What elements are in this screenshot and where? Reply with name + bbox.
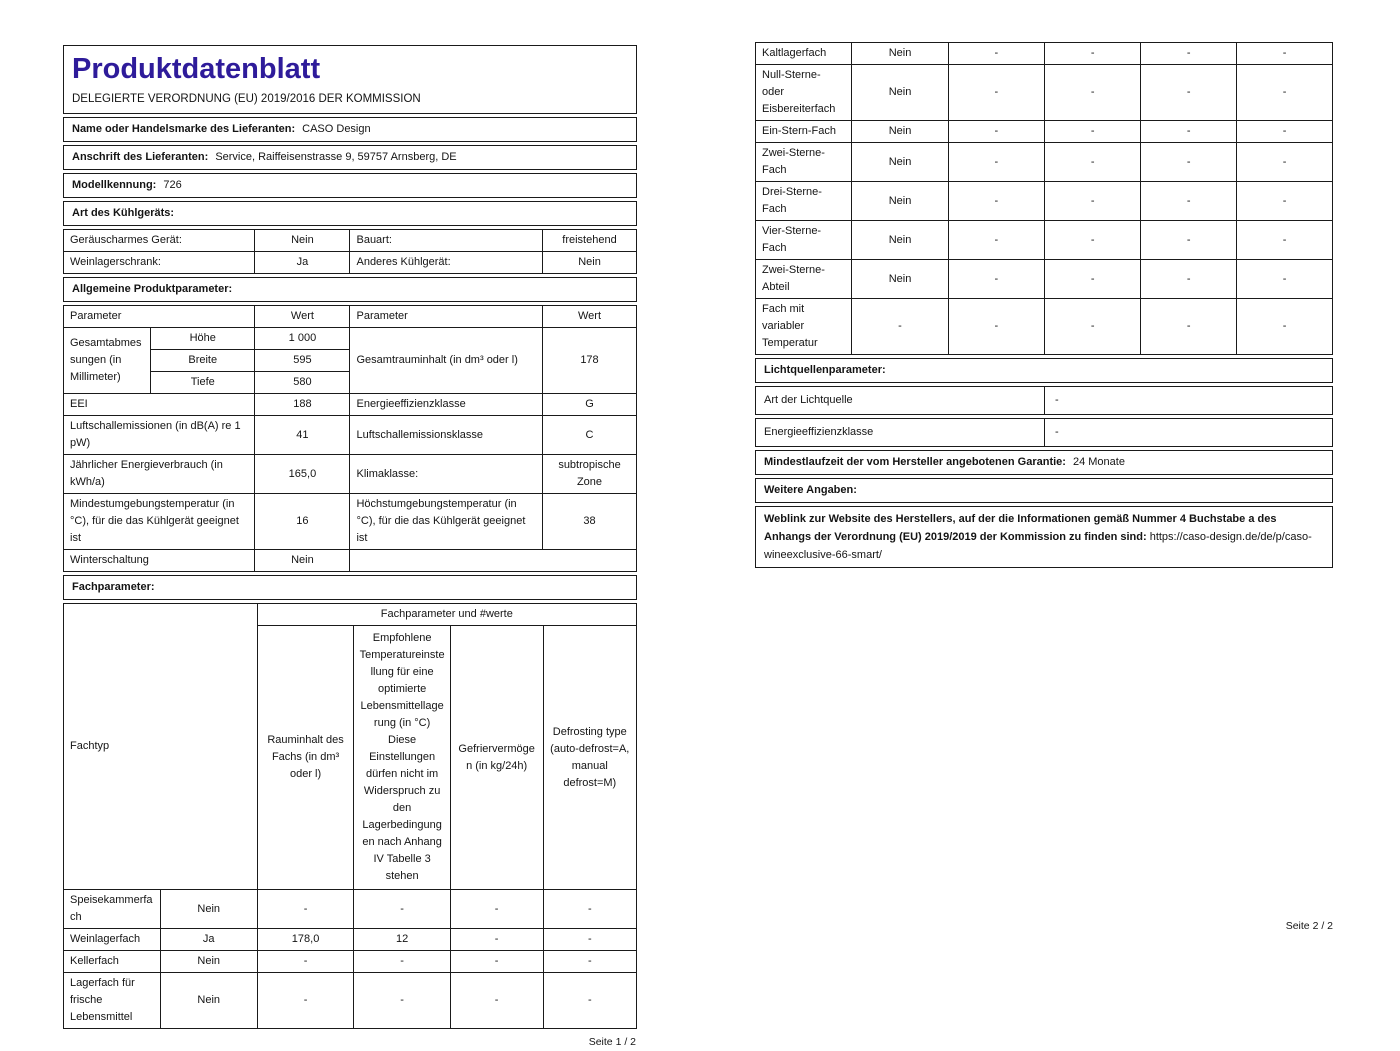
row-label: Null-Sterne- oder Eisbereiterfach bbox=[756, 65, 852, 121]
cell-value: - bbox=[257, 951, 354, 973]
column-header: Empfohlene Temperatureinstellung für eine optimierte Lebensmittellagerung (in °C) Diese Einstellungen dürfen nicht im Widerspruch zu den Lagerbedingungen nach Anhang IV Tabelle 3 stehen bbox=[354, 626, 450, 890]
cell-value: Nein bbox=[852, 121, 948, 143]
cell-value: 178 bbox=[543, 328, 637, 394]
weblink-label: Weblink zur Website des Herstellers, auf der die Informationen gemäß Nummer 4 Buchstabe a des Anhangs der Verordnung (EU) 2019/2019 der Kommission zu finden sind: bbox=[764, 513, 1277, 543]
row-label: Energieeffizienzklasse bbox=[350, 394, 543, 416]
cell-value: - bbox=[1141, 65, 1237, 121]
cell-value: - bbox=[948, 221, 1044, 260]
cell-value: - bbox=[1044, 419, 1332, 446]
cell-value: Nein bbox=[255, 230, 350, 252]
datasheet-page-1 bbox=[63, 45, 637, 1051]
cell-value: - bbox=[948, 65, 1044, 121]
row-label: Weinlagerschrank: bbox=[64, 252, 255, 274]
light-section-heading: Lichtquellenparameter: bbox=[755, 358, 1333, 383]
row-label: Weinlagerfach bbox=[64, 929, 161, 951]
cell-value: - bbox=[1237, 43, 1333, 65]
cell-value: - bbox=[450, 929, 543, 951]
row-label: Gesamtabmessungen (in Millimeter) bbox=[64, 328, 151, 394]
cell-value: - bbox=[1141, 221, 1237, 260]
dimension-label: Tiefe bbox=[151, 372, 255, 394]
additional-info-heading: Weitere Angaben: bbox=[755, 478, 1333, 503]
cell-value: - bbox=[543, 951, 636, 973]
cell-value: - bbox=[450, 973, 543, 1029]
cell-value: - bbox=[1141, 260, 1237, 299]
cell-value: 12 bbox=[354, 929, 450, 951]
type-section-heading: Art des Kühlgeräts: bbox=[63, 201, 637, 226]
row-label: Geräuscharmes Gerät: bbox=[64, 230, 255, 252]
cell-value: 188 bbox=[255, 394, 350, 416]
cell-value: - bbox=[354, 890, 450, 929]
cell-value: - bbox=[450, 951, 543, 973]
general-section-heading: Allgemeine Produktparameter: bbox=[63, 277, 637, 302]
model-id-row bbox=[63, 173, 637, 198]
table-row bbox=[756, 182, 1333, 221]
row-label: Jährlicher Energieverbrauch (in kWh/a) bbox=[64, 455, 255, 494]
cell-value: - bbox=[1237, 221, 1333, 260]
supplier-name-label: Name oder Handelsmarke des Lieferanten: bbox=[72, 123, 296, 135]
light-source-type-row bbox=[755, 386, 1333, 415]
table-row bbox=[756, 143, 1333, 182]
supplier-address-row bbox=[63, 145, 637, 170]
cell-value: G bbox=[543, 394, 637, 416]
row-label: Drei-Sterne-Fach bbox=[756, 182, 852, 221]
regulation-subtitle: DELEGIERTE VERORDNUNG (EU) 2019/2016 DER KOMMISSION bbox=[72, 93, 421, 105]
table-row bbox=[756, 43, 1333, 65]
cell-value: Ja bbox=[160, 929, 257, 951]
row-label: Klimaklasse: bbox=[350, 455, 543, 494]
group-header: Fachparameter und #werte bbox=[257, 604, 636, 626]
cell-value: - bbox=[1045, 299, 1141, 355]
cell-value: Nein bbox=[543, 252, 637, 274]
table-row bbox=[64, 494, 637, 550]
column-header: Rauminhalt des Fachs (in dm³ oder l) bbox=[257, 626, 354, 890]
title-block bbox=[63, 45, 637, 114]
cell-value: - bbox=[1045, 121, 1141, 143]
cell-value: - bbox=[257, 973, 354, 1029]
cell-value: - bbox=[543, 929, 636, 951]
cell-value: - bbox=[1045, 65, 1141, 121]
cell-value: subtropische Zone bbox=[543, 455, 637, 494]
cell-value: 165,0 bbox=[255, 455, 350, 494]
dimension-label: Breite bbox=[151, 350, 255, 372]
column-header: Parameter bbox=[350, 306, 543, 328]
supplier-address-value: Service, Raiffeisenstrasse 9, 59757 Arnsberg, DE bbox=[215, 151, 457, 163]
cell-value: C bbox=[543, 416, 637, 455]
weblink-row bbox=[755, 506, 1333, 568]
column-header: Gefriervermögen (in kg/24h) bbox=[450, 626, 543, 890]
light-efficiency-row bbox=[755, 418, 1333, 447]
cell-value: - bbox=[1237, 182, 1333, 221]
cell-value: 580 bbox=[255, 372, 350, 394]
cell-value: Nein bbox=[255, 550, 350, 572]
cell-value: Nein bbox=[852, 143, 948, 182]
cell-value: - bbox=[1045, 260, 1141, 299]
row-label: Mindestumgebungstemperatur (in °C), für die das Kühlgerät geeignet ist bbox=[64, 494, 255, 550]
cell-value: - bbox=[450, 890, 543, 929]
warranty-row bbox=[755, 450, 1333, 475]
row-label: Vier-Sterne-Fach bbox=[756, 221, 852, 260]
cell-value: freistehend bbox=[543, 230, 637, 252]
cell-value: - bbox=[948, 299, 1044, 355]
cell-value: - bbox=[948, 260, 1044, 299]
row-label: Zwei-Sterne-Fach bbox=[756, 143, 852, 182]
corner-header: Fachtyp bbox=[64, 604, 258, 890]
cell-value: - bbox=[1237, 65, 1333, 121]
table-row bbox=[64, 929, 637, 951]
cell-value: - bbox=[1141, 143, 1237, 182]
general-parameters-table bbox=[63, 305, 637, 572]
row-label: Energieeffizienzklasse bbox=[764, 426, 874, 438]
cell-value: Nein bbox=[852, 182, 948, 221]
row-label: Kellerfach bbox=[64, 951, 161, 973]
model-id-value: 726 bbox=[163, 179, 182, 191]
column-header: Defrosting type (auto-defrost=A, manual defrost=M) bbox=[543, 626, 636, 890]
type-table bbox=[63, 229, 637, 274]
cell-value: 16 bbox=[255, 494, 350, 550]
cell-value: - bbox=[1237, 121, 1333, 143]
cell-value: - bbox=[354, 973, 450, 1029]
cell-value: Nein bbox=[852, 260, 948, 299]
row-label: Bauart: bbox=[350, 230, 543, 252]
cell-value: 38 bbox=[543, 494, 637, 550]
table-row bbox=[64, 252, 637, 274]
cell-value: 41 bbox=[255, 416, 350, 455]
cell-value: 1 000 bbox=[255, 328, 350, 350]
table-row bbox=[64, 973, 637, 1029]
row-label: Kaltlagerfach bbox=[756, 43, 852, 65]
cell-value: - bbox=[354, 951, 450, 973]
warranty-value: 24 Monate bbox=[1072, 456, 1125, 468]
cell-value: - bbox=[543, 973, 636, 1029]
table-row bbox=[64, 890, 637, 929]
cell-value: - bbox=[948, 43, 1044, 65]
warranty-label: Mindestlaufzeit der vom Hersteller angebotenen Garantie: bbox=[764, 456, 1066, 468]
table-header-row bbox=[64, 604, 637, 626]
table-row bbox=[64, 394, 637, 416]
column-header: Wert bbox=[255, 306, 350, 328]
cell-value: - bbox=[1237, 299, 1333, 355]
cell-value: Nein bbox=[852, 43, 948, 65]
compartment-table bbox=[63, 603, 637, 1029]
table-row bbox=[756, 121, 1333, 143]
row-label: Fach mit variabler Temperatur bbox=[756, 299, 852, 355]
cell-value: - bbox=[1141, 182, 1237, 221]
cell-value: - bbox=[1045, 182, 1141, 221]
cell-value: - bbox=[948, 143, 1044, 182]
row-label: Lagerfach für frische Lebensmittel bbox=[64, 973, 161, 1029]
supplier-name-row bbox=[63, 117, 637, 142]
cell-value: - bbox=[852, 299, 948, 355]
table-header-row bbox=[64, 306, 637, 328]
compartment-section-heading: Fachparameter: bbox=[63, 575, 637, 600]
cell-value: Nein bbox=[160, 951, 257, 973]
page1-footer: Seite 1 / 2 bbox=[588, 1036, 636, 1048]
table-row bbox=[64, 328, 637, 350]
row-label: Gesamtrauminhalt (in dm³ oder l) bbox=[350, 328, 543, 394]
cell-value: - bbox=[1237, 260, 1333, 299]
cell-value: Nein bbox=[160, 890, 257, 929]
row-label: Art der Lichtquelle bbox=[764, 394, 853, 406]
row-label: Anderes Kühlgerät: bbox=[350, 252, 543, 274]
row-label: Winterschaltung bbox=[64, 550, 255, 572]
cell-value: Ja bbox=[255, 252, 350, 274]
cell-value: - bbox=[1141, 43, 1237, 65]
supplier-name-value: CASO Design bbox=[302, 123, 371, 135]
cell-value: 595 bbox=[255, 350, 350, 372]
cell-value: - bbox=[1045, 143, 1141, 182]
cell-value: Nein bbox=[852, 221, 948, 260]
empty-cell bbox=[350, 550, 637, 572]
column-header: Parameter bbox=[64, 306, 255, 328]
page-title: Produktdatenblatt bbox=[72, 53, 321, 85]
cell-value: - bbox=[948, 182, 1044, 221]
table-row bbox=[64, 416, 637, 455]
cell-value: 178,0 bbox=[257, 929, 354, 951]
page2-footer: Seite 2 / 2 bbox=[1285, 920, 1333, 932]
cell-value: - bbox=[543, 890, 636, 929]
cell-value: - bbox=[1237, 143, 1333, 182]
row-label: Ein-Stern-Fach bbox=[756, 121, 852, 143]
row-label: Speisekammerfach bbox=[64, 890, 161, 929]
supplier-address-label: Anschrift des Lieferanten: bbox=[72, 151, 209, 163]
column-header: Wert bbox=[543, 306, 637, 328]
cell-value: Nein bbox=[852, 65, 948, 121]
model-id-label: Modellkennung: bbox=[72, 179, 157, 191]
row-label: Zwei-Sterne-Abteil bbox=[756, 260, 852, 299]
table-row bbox=[756, 65, 1333, 121]
cell-value: Nein bbox=[160, 973, 257, 1029]
table-row bbox=[64, 455, 637, 494]
cell-value: - bbox=[1141, 121, 1237, 143]
cell-value: - bbox=[1045, 221, 1141, 260]
table-row bbox=[64, 550, 637, 572]
cell-value: - bbox=[257, 890, 354, 929]
row-label: Luftschallemissionen (in dB(A) re 1 pW) bbox=[64, 416, 255, 455]
cell-value: - bbox=[948, 121, 1044, 143]
cell-value: - bbox=[1044, 387, 1332, 414]
row-label: Luftschallemissionsklasse bbox=[350, 416, 543, 455]
cell-value: - bbox=[1141, 299, 1237, 355]
compartment-table-continued bbox=[755, 42, 1333, 355]
table-row bbox=[756, 221, 1333, 260]
cell-value: - bbox=[1045, 43, 1141, 65]
datasheet-page-2 bbox=[755, 42, 1333, 571]
manufacturer-weblink[interactable]: https://caso-design.de/de/p/caso-wineexclusive-66-smart/ bbox=[764, 531, 1312, 561]
table-row bbox=[756, 299, 1333, 355]
table-row bbox=[64, 951, 637, 973]
row-label: EEI bbox=[64, 394, 255, 416]
table-row bbox=[64, 230, 637, 252]
table-row bbox=[756, 260, 1333, 299]
row-label: Höchstumgebungstemperatur (in °C), für die das Kühlgerät geeignet ist bbox=[350, 494, 543, 550]
dimension-label: Höhe bbox=[151, 328, 255, 350]
